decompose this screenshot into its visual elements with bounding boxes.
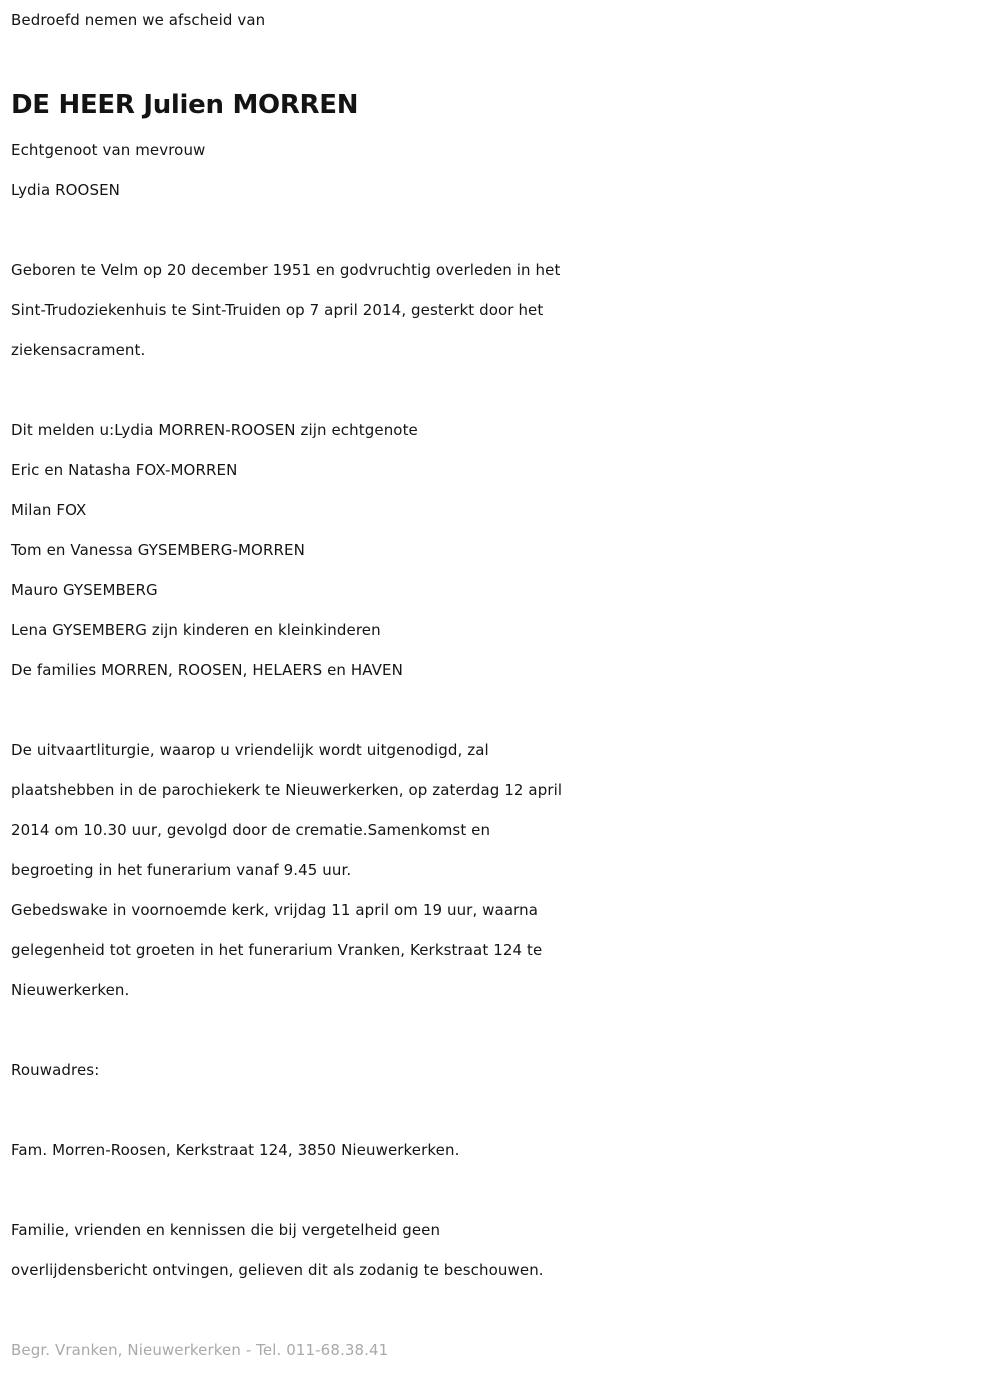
spacer xyxy=(11,370,991,410)
mourning-address: Fam. Morren-Roosen, Kerkstraat 124, 3850 Nieuwerkerken. xyxy=(11,1141,460,1159)
notice-paragraph xyxy=(11,1210,991,1290)
spacer xyxy=(11,1090,991,1130)
obituary-notice xyxy=(11,0,991,1370)
paragraph-line: Gebedswake in voornoemde kerk, vrijdag 11 april om 19 uur, waarna xyxy=(11,901,539,919)
paragraph-line: plaatshebben in de parochiekerk te Nieuwerkerken, op zaterdag 12 april xyxy=(11,781,563,799)
spacer xyxy=(11,40,991,80)
spacer xyxy=(11,1290,991,1330)
deceased-name: DE HEER Julien MORREN xyxy=(11,90,359,120)
paragraph-line: begroeting in het funerarium vanaf 9.45 uur. xyxy=(11,861,352,879)
family-list xyxy=(11,410,991,690)
paragraph-line: 2014 om 10.30 uur, gevolgd door de crematie.Samenkomst en xyxy=(11,821,491,839)
funeral-home-footer: Begr. Vranken, Nieuwerkerken - Tel. 011-68.38.41 xyxy=(11,1341,389,1359)
family-line: Dit melden u:Lydia MORREN-ROOSEN zijn echtgenote xyxy=(11,421,418,439)
spacer xyxy=(11,1010,991,1050)
birth-death-paragraph xyxy=(11,250,991,370)
spouse-line-1: Echtgenoot van mevrouw xyxy=(11,141,206,159)
mourning-address-label: Rouwadres: xyxy=(11,1061,100,1079)
paragraph-line: Nieuwerkerken. xyxy=(11,981,130,999)
spouse-line-2: Lydia ROOSEN xyxy=(11,181,120,199)
paragraph-line: gelegenheid tot groeten in het funerarium Vranken, Kerkstraat 124 te xyxy=(11,941,543,959)
family-line: Tom en Vanessa GYSEMBERG-MORREN xyxy=(11,541,305,559)
funeral-paragraph xyxy=(11,730,991,1010)
family-line: Mauro GYSEMBERG xyxy=(11,581,158,599)
spacer xyxy=(11,210,991,250)
paragraph-line: Familie, vrienden en kennissen die bij vergetelheid geen xyxy=(11,1221,441,1239)
intro-text: Bedroefd nemen we afscheid van xyxy=(11,11,266,29)
paragraph-line: Sint-Trudoziekenhuis te Sint-Truiden op 7 april 2014, gesterkt door het xyxy=(11,301,544,319)
paragraph-line: ziekensacrament. xyxy=(11,341,146,359)
paragraph-line: Geboren te Velm op 20 december 1951 en godvruchtig overleden in het xyxy=(11,261,561,279)
family-line: Milan FOX xyxy=(11,501,87,519)
family-line: Eric en Natasha FOX-MORREN xyxy=(11,461,238,479)
paragraph-line: De uitvaartliturgie, waarop u vriendelijk wordt uitgenodigd, zal xyxy=(11,741,489,759)
family-line: Lena GYSEMBERG zijn kinderen en kleinkinderen xyxy=(11,621,381,639)
paragraph-line: overlijdensbericht ontvingen, gelieven dit als zodanig te beschouwen. xyxy=(11,1261,544,1279)
spacer xyxy=(11,1170,991,1210)
spacer xyxy=(11,690,991,730)
family-line: De families MORREN, ROOSEN, HELAERS en HAVEN xyxy=(11,661,403,679)
